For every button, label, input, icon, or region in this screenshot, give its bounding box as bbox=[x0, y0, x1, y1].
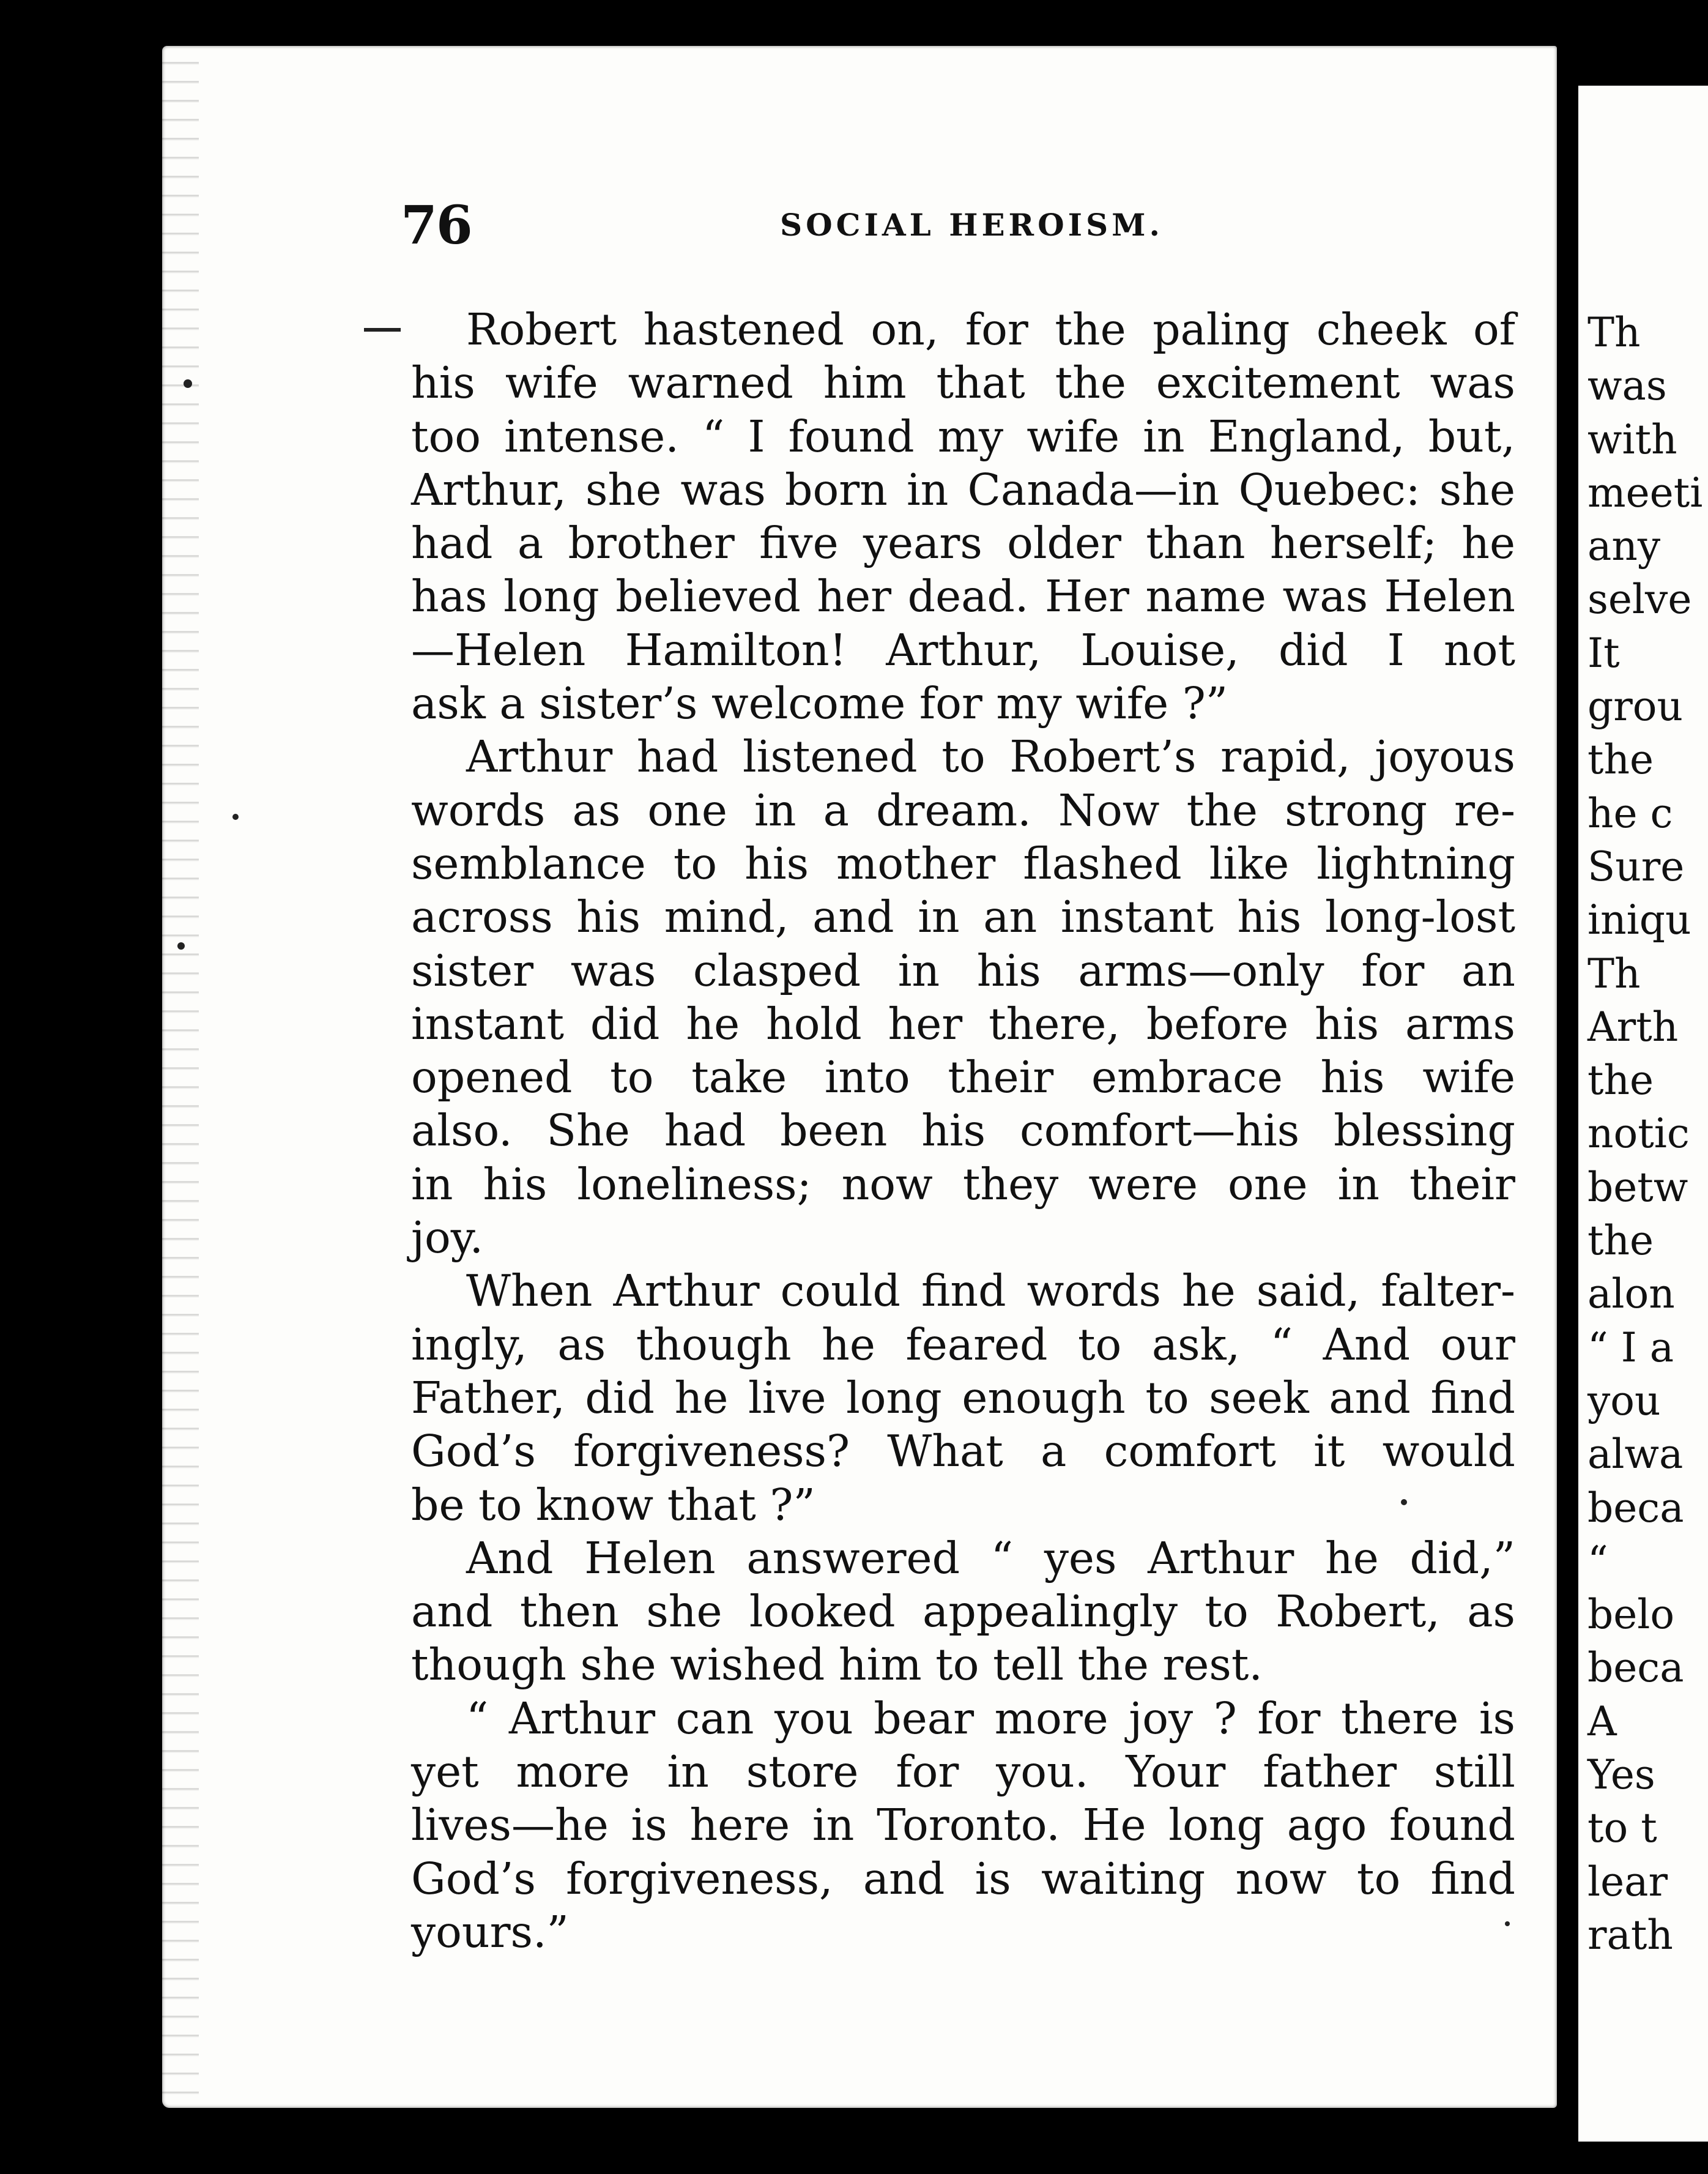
text-line: instant did he hold her there, before his arms bbox=[411, 998, 1515, 1049]
facing-line: betw bbox=[1587, 1163, 1688, 1211]
scan-speck bbox=[1401, 1499, 1407, 1505]
facing-line: Sure bbox=[1587, 843, 1685, 890]
text-line: his wife warned him that the excitement was bbox=[411, 357, 1515, 409]
text-line: lives—he is here in Toronto. He long ago found bbox=[411, 1800, 1515, 1851]
facing-line: the bbox=[1587, 1057, 1654, 1104]
facing-line: Yes bbox=[1587, 1751, 1655, 1799]
facing-line: “ bbox=[1587, 1537, 1608, 1585]
facing-line: the bbox=[1587, 1217, 1654, 1265]
text-line: ingly, as though he feared to ask, “ And our bbox=[411, 1319, 1515, 1370]
text-line: yours.” bbox=[411, 1906, 569, 1957]
facing-line: notic bbox=[1587, 1110, 1690, 1158]
text-line: and then she looked appealingly to Robert, as bbox=[411, 1586, 1515, 1637]
facing-line: meeti bbox=[1587, 469, 1703, 516]
text-line: had a brother five years older than herself; he bbox=[411, 518, 1515, 569]
page-number: 76 bbox=[401, 195, 472, 256]
facing-line: was bbox=[1587, 362, 1667, 410]
text-line: also. She had been his comfort—his blessing bbox=[411, 1105, 1515, 1156]
facing-line: belo bbox=[1587, 1591, 1675, 1639]
facing-line: he c bbox=[1587, 789, 1673, 837]
facing-line: beca bbox=[1587, 1484, 1684, 1532]
body-text bbox=[411, 303, 1515, 1959]
facing-line: “ I a bbox=[1587, 1323, 1674, 1371]
text-line: God’s forgiveness? What a comfort it would bbox=[411, 1426, 1515, 1477]
facing-line: alon bbox=[1587, 1270, 1675, 1318]
text-line: Arthur had listened to Robert’s rapid, joyous bbox=[466, 731, 1515, 783]
facing-line: beca bbox=[1587, 1644, 1684, 1692]
scan-speck bbox=[1505, 1921, 1510, 1926]
facing-line: alwa bbox=[1587, 1431, 1684, 1478]
text-line: —Helen Hamilton! Arthur, Louise, did I not bbox=[411, 624, 1515, 676]
facing-page-text bbox=[1587, 306, 1702, 1962]
facing-line: the bbox=[1587, 736, 1654, 784]
text-line: Father, did he live long enough to seek and find bbox=[411, 1372, 1515, 1423]
facing-line: any bbox=[1587, 523, 1661, 570]
text-line: words as one in a dream. Now the strong re- bbox=[411, 784, 1515, 836]
facing-line: selve bbox=[1587, 576, 1692, 624]
text-line: sister was clasped in his arms—only for an bbox=[411, 945, 1515, 996]
text-line: Arthur, she was born in Canada—in Quebec: she bbox=[411, 464, 1515, 515]
text-line: ask a sister’s welcome for my wife ?” bbox=[411, 678, 1228, 729]
text-line: God’s forgiveness, and is waiting now to find bbox=[411, 1853, 1515, 1904]
facing-line: A bbox=[1587, 1697, 1617, 1745]
facing-line: to t bbox=[1587, 1804, 1657, 1852]
text-line: And Helen answered “ yes Arthur he did,” bbox=[466, 1532, 1515, 1584]
text-line: opened to take into their embrace his wife bbox=[411, 1052, 1515, 1103]
facing-line: Th bbox=[1587, 309, 1641, 356]
scan-speck bbox=[177, 942, 185, 950]
text-line: be to know that ?” bbox=[411, 1479, 815, 1530]
text-line: When Arthur could find words he said, falter- bbox=[466, 1265, 1515, 1317]
text-line: Robert hastened on, for the paling cheek of bbox=[466, 304, 1515, 355]
facing-line: It bbox=[1587, 629, 1620, 677]
text-line: has long believed her dead. Her name was Helen bbox=[411, 571, 1515, 622]
facing-line: with bbox=[1587, 415, 1677, 463]
page-header bbox=[401, 195, 1502, 256]
facing-line: grou bbox=[1587, 683, 1684, 731]
facing-page-edge bbox=[1578, 86, 1708, 2142]
running-head: SOCIAL HEROISM. bbox=[780, 207, 1164, 243]
facing-line: iniqu bbox=[1587, 896, 1691, 944]
margin-dash-mark bbox=[364, 328, 401, 332]
facing-line: Th bbox=[1587, 950, 1641, 997]
scan-speck bbox=[184, 379, 192, 388]
text-line: in his loneliness; now they were one in their bbox=[411, 1158, 1515, 1210]
text-line: across his mind, and in an instant his long-lost bbox=[411, 892, 1515, 943]
text-line: “ Arthur can you bear more joy ? for there is bbox=[466, 1692, 1515, 1744]
page-edge-shadow bbox=[162, 46, 199, 2108]
facing-line: rath bbox=[1587, 1911, 1673, 1959]
facing-line: lear bbox=[1587, 1858, 1668, 1905]
text-line: yet more in store for you. Your father still bbox=[411, 1746, 1515, 1798]
text-line: joy. bbox=[411, 1212, 484, 1264]
facing-line: Arth bbox=[1587, 1003, 1679, 1051]
scan-speck bbox=[232, 814, 239, 820]
text-line: semblance to his mother flashed like lightning bbox=[411, 838, 1515, 889]
text-line: too intense. “ I found my wife in England, but, bbox=[411, 411, 1515, 462]
text-line: though she wished him to tell the rest. bbox=[411, 1639, 1263, 1691]
facing-line: you bbox=[1587, 1377, 1661, 1424]
